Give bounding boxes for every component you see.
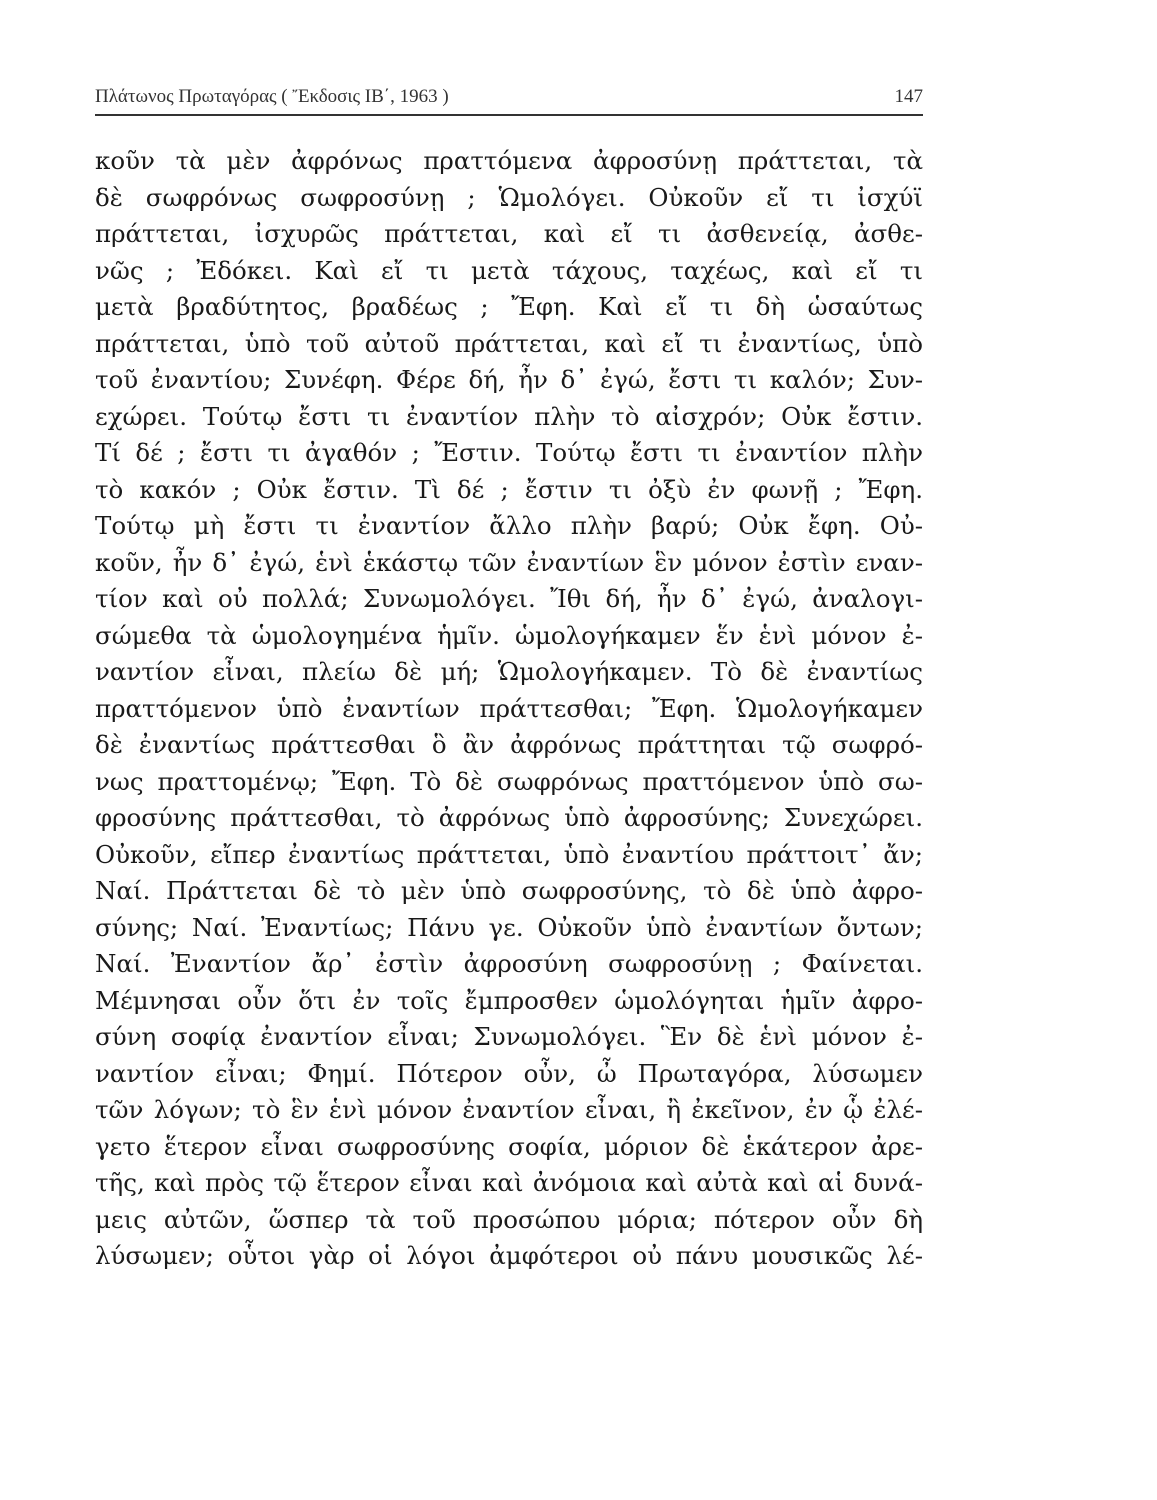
text-line: δὲ ἐναντίως πράττεσθαι ὃ ἂν ἀφρόνως πράττηται τῷ σωφρό- [95,730,923,759]
text-line: Μέμνησαι οὖν ὅτι ἐν τοῖς ἔμπροσθεν ὡμολόγηται ἡμῖν ἀφρο- [95,985,923,1015]
text-line: πράττεται, ἰσχυρῶς πράττεται, καὶ εἴ τι ἀσθενείᾳ, ἀσθε- [95,219,923,248]
text-line: Οὐκοῦν, εἴπερ ἐναντίως πράττεται, ὑπὸ ἐναντίου πράττοιτ᾽ ἄν; [95,839,923,869]
text-line: γετο ἕτερον εἶναι σωφροσύνης σοφία, μόριον δὲ ἑκάτερον ἀρε- [95,1131,923,1161]
text-line: μεις αὐτῶν, ὥσπερ τὰ τοῦ προσώπου μόρια; πότερον οὖν δὴ [95,1204,923,1234]
text-line: κοῦν τὰ μὲν ἀφρόνως πραττόμενα ἀφροσύνῃ πράττεται, τὰ [95,146,923,175]
text-line: τὸ κακόν ; Οὐκ ἔστιν. Τὶ δέ ; ἔστιν τι ὀξὺ ἐν φωνῇ ; Ἔφη. [95,474,923,504]
text-line: φροσύνης πράττεσθαι, τὸ ἀφρόνως ὑπὸ ἀφροσύνης; Συνεχώρει. [95,803,923,832]
text-line: μετὰ βραδύτητος, βραδέως ; Ἔφη. Καὶ εἴ τι δὴ ὡσαύτως [95,292,923,321]
text-line: κοῦν, ἦν δ᾽ ἐγώ, ἑνὶ ἑκάστῳ τῶν ἐναντίων ἓν μόνον ἐστὶν εναν- [95,547,923,577]
running-title: Πλάτωνος Πρωταγόρας ( Ἔκδοσις ΙΒ΄, 1963 ) [95,86,449,107]
text-line: πράττεται, ὑπὸ τοῦ αὐτοῦ πράττεται, καὶ εἴ τι ἐναντίως, ὑπὸ [95,328,923,358]
text-line: Ναί. Ἐναντίον ἄρ᾽ ἐστὶν ἀφροσύνη σωφροσύνῃ ; Φαίνεται. [95,949,923,978]
text-line: Τί δέ ; ἔστι τι ἀγαθόν ; Ἔστιν. Τούτῳ ἔστι τι ἐναντίον πλὴν [95,438,923,467]
text-line: ναντίον εἶναι; Φημί. Πότερον οὖν, ὦ Πρωταγόρα, λύσωμεν [95,1058,923,1088]
text-line: σύνη σοφίᾳ ἐναντίον εἶναι; Συνωμολόγει. Ἓν δὲ ἑνὶ μόνον ἐ- [95,1022,923,1051]
text-line: λύσωμεν; οὗτοι γὰρ οἱ λόγοι ἀμφότεροι οὐ πάνυ μουσικῶς λέ- [95,1241,923,1270]
text-line: τῶν λόγων; τὸ ἓν ἑνὶ μόνον ἐναντίον εἶναι, ἢ ἐκεῖνον, ἐν ᾧ ἐλέ- [95,1095,923,1124]
text-line: τίον καὶ οὐ πολλά; Συνωμολόγει. Ἴθι δή, ἦν δ᾽ ἐγώ, ἀναλογι- [95,584,923,613]
text-line: Ναί. Πράττεται δὲ τὸ μὲν ὑπὸ σωφροσύνης, τὸ δὲ ὑπὸ ἀφρο- [95,876,923,905]
text-line: τοῦ ἐναντίου; Συνέφη. Φέρε δή, ἦν δ᾽ ἐγώ, ἔστι τι καλόν; Συν- [95,365,923,394]
running-header [95,78,923,116]
text-line: πραττόμενον ὑπὸ ἐναντίων πράττεσθαι; Ἔφη. Ὡμολογήκαμεν [95,693,923,723]
text-line: σύνης; Ναί. Ἐναντίως; Πάνυ γε. Οὐκοῦν ὑπὸ ἐναντίων ὄντων; [95,912,923,942]
text-line: ναντίον εἶναι, πλείω δὲ μή; Ὡμολογήκαμεν. Τὸ δὲ ἐναντίως [95,657,923,686]
page-number: 147 [894,86,923,107]
text-line: νως πραττομένῳ; Ἔφη. Τὸ δὲ σωφρόνως πραττόμενον ὑπὸ σω- [95,766,923,796]
text-line: σώμεθα τὰ ὡμολογημένα ἡμῖν. ὡμολογήκαμεν ἕν ἑνὶ μόνον ἐ- [95,620,923,650]
text-line: Τούτῳ μὴ ἔστι τι ἐναντίον ἄλλο πλὴν βαρύ; Οὐκ ἔφη. Οὐ- [95,511,923,540]
text-line: δὲ σωφρόνως σωφροσύνῃ ; Ὡμολόγει. Οὐκοῦν εἴ τι ἰσχύϊ [95,182,923,212]
text-line: νῶς ; Ἐδόκει. Καὶ εἴ τι μετὰ τάχους, ταχέως, καὶ εἴ τι [95,255,923,285]
text-line: τῆς, καὶ πρὸς τῷ ἕτερον εἶναι καὶ ἀνόμοια καὶ αὐτὰ καὶ αἱ δυνά- [95,1168,923,1197]
text-line: εχώρει. Τούτῳ ἔστι τι ἐναντίον πλὴν τὸ αἰσχρόν; Οὐκ ἔστιν. [95,401,923,431]
body-text [95,143,923,1275]
